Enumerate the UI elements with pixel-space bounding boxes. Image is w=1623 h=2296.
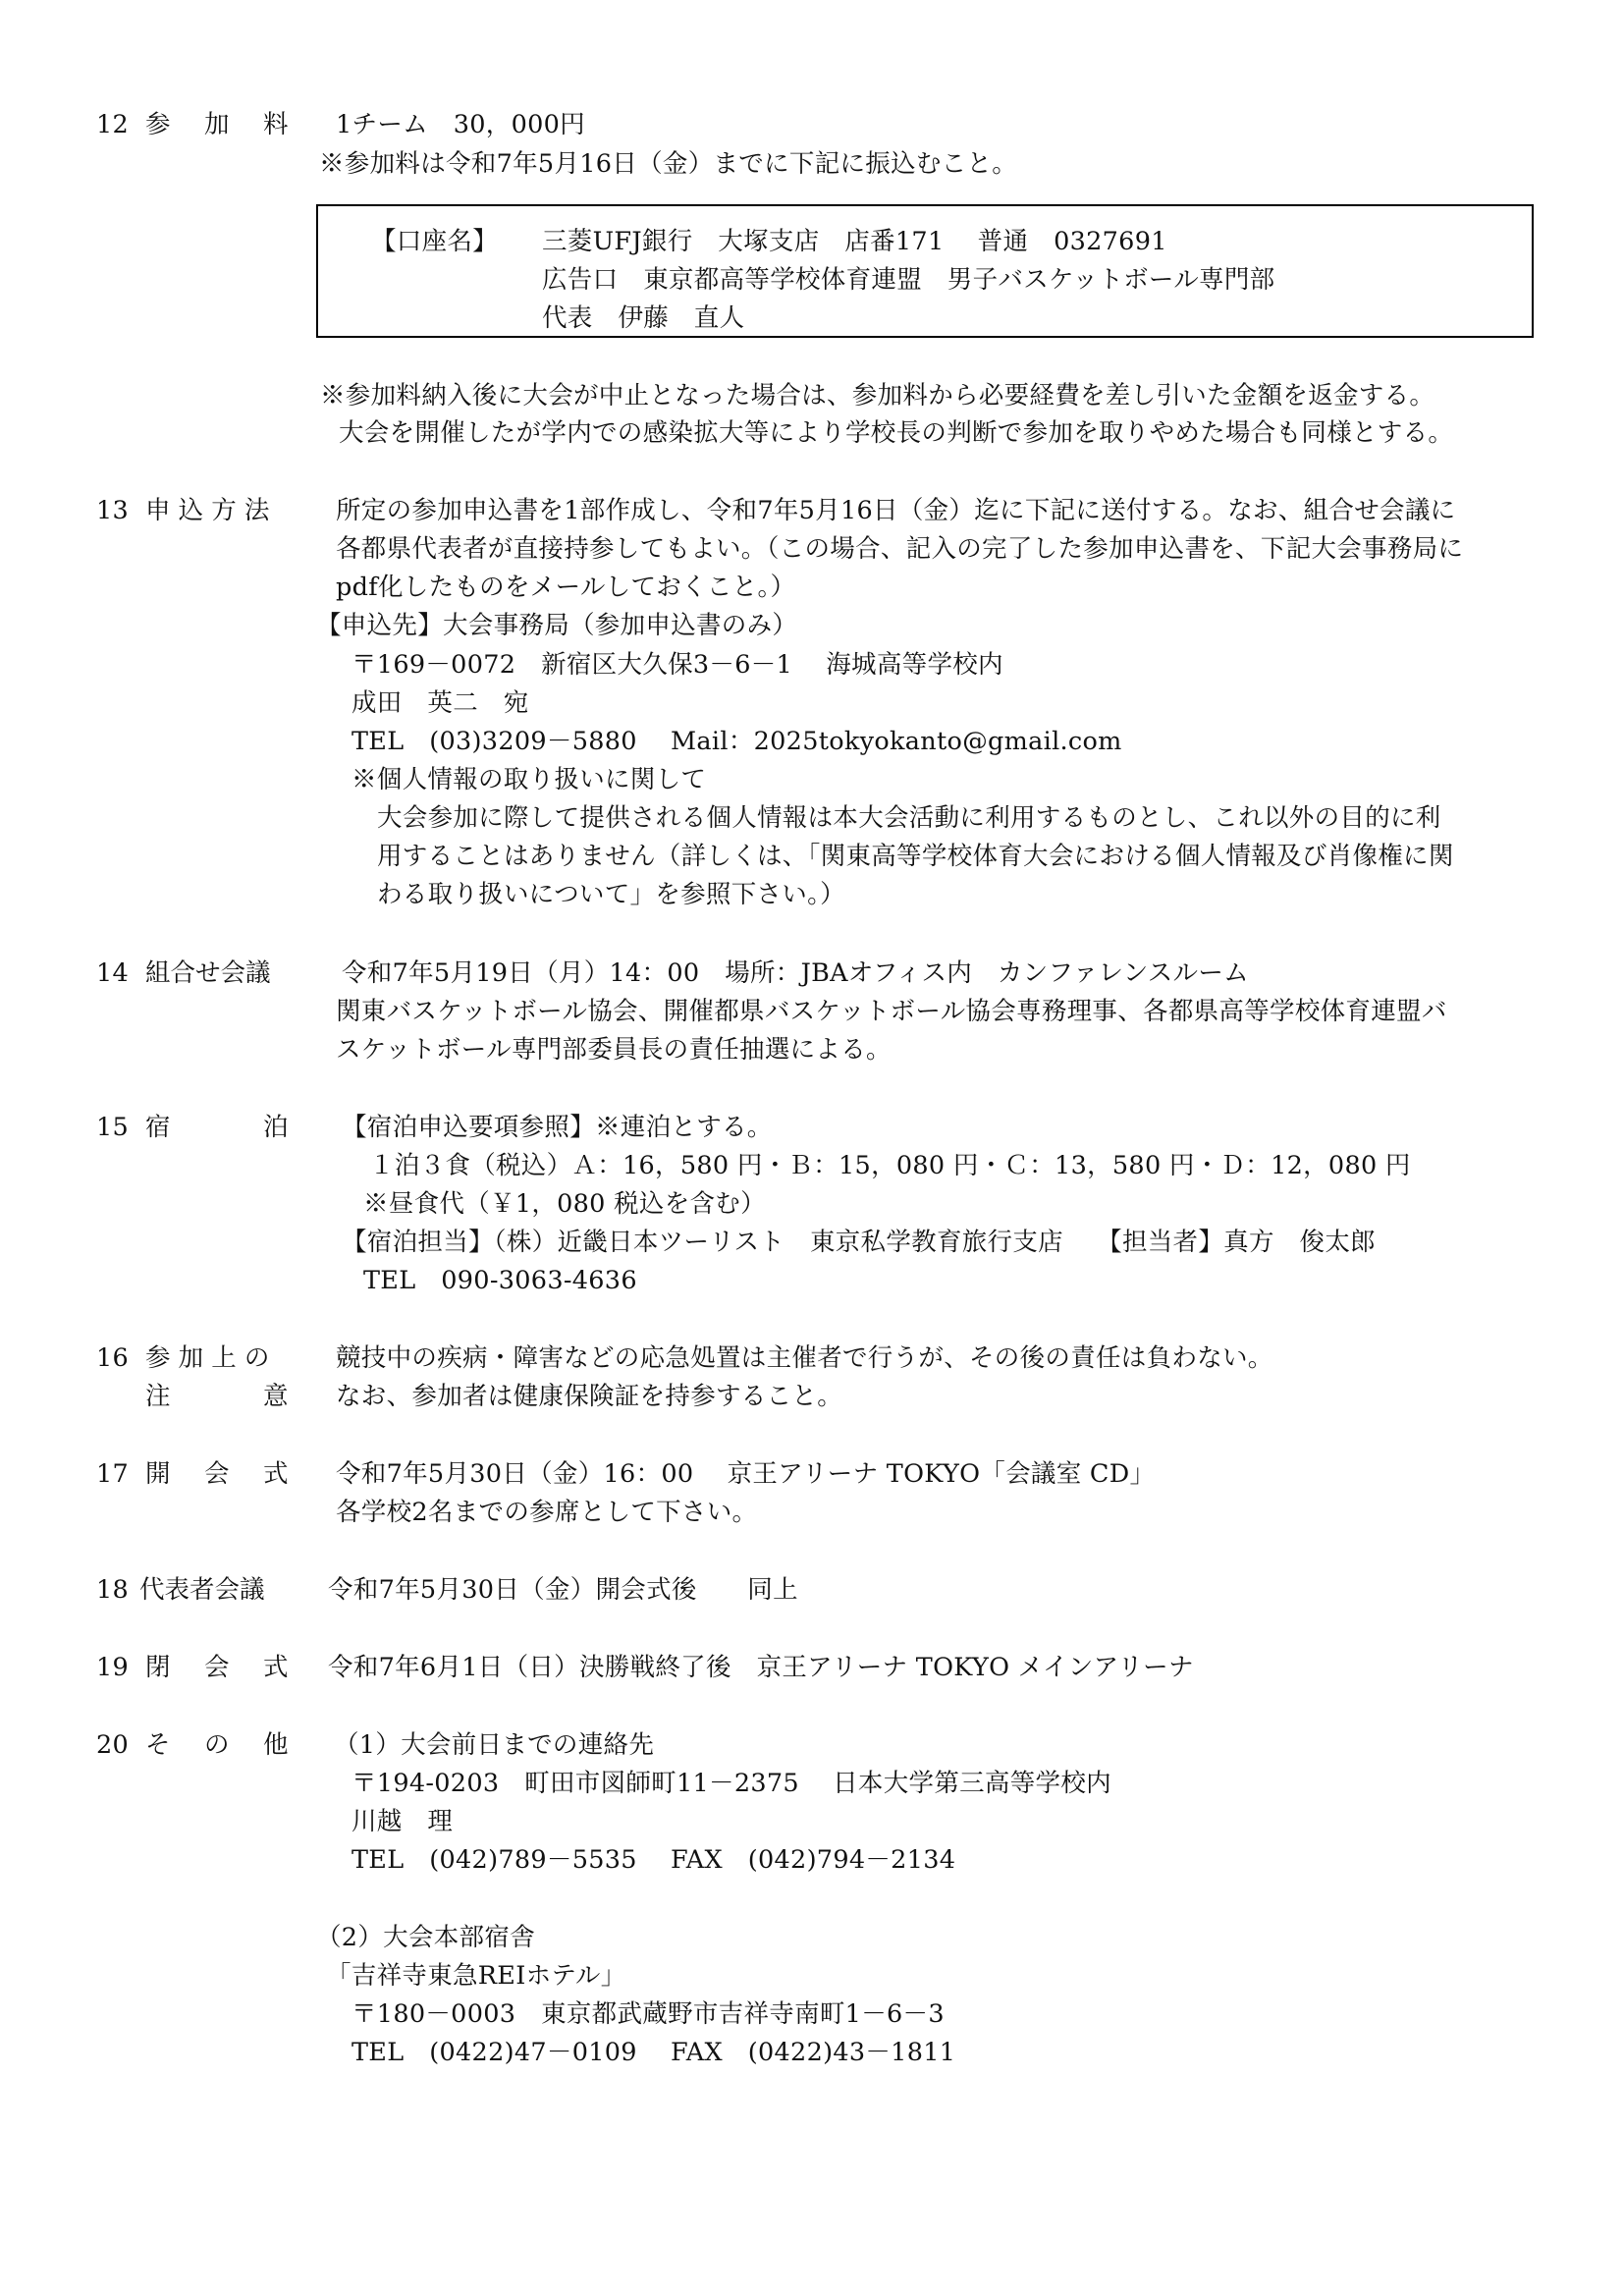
section-20-label-2: の bbox=[204, 1730, 230, 1760]
section-17-label-1: 開 bbox=[145, 1459, 171, 1489]
section-15-line-5: TEL 090-3063-4636 bbox=[363, 1266, 637, 1295]
section-17-line-1: 令和7年5月30日（金）16：00 京王アリーナ TOKYO「会議室 CD」 bbox=[336, 1459, 1156, 1489]
section-16-line-2: なお、参加者は健康保険証を持参すること。 bbox=[336, 1382, 843, 1411]
section-16-label-2a: 注 bbox=[145, 1382, 171, 1411]
section-19-label-1: 閉 bbox=[145, 1653, 171, 1682]
section-15-label-1: 宿 bbox=[145, 1113, 171, 1142]
section-13-line-1: 所定の参加申込書を1部作成し、令和7年5月16日（金）迄に下記に送付する。なお、組合せ会議に bbox=[336, 496, 1456, 525]
section-19-line: 令和7年6月1日（日）決勝戦終了後 京王アリーナ TOKYO メインアリーナ bbox=[328, 1653, 1194, 1682]
contact-address: 〒194-0203 町田市図師町11－2375 日本大学第三高等学校内 bbox=[352, 1769, 1111, 1798]
section-13-destination: 【申込先】大会事務局（参加申込書のみ） bbox=[316, 611, 798, 640]
refund-line-1: ※参加料納入後に大会が中止となった場合は、参加料から必要経費を差し引いた金額を返金する。 bbox=[320, 381, 1435, 410]
contact-title: （1）大会前日までの連絡先 bbox=[334, 1730, 655, 1760]
privacy-line-1: 大会参加に際して提供される個人情報は本大会活動に利用するものとし、これ以外の目的に利 bbox=[377, 803, 1441, 833]
section-19-label-3: 式 bbox=[263, 1653, 289, 1682]
section-18-line: 令和7年5月30日（金）開会式後 同上 bbox=[328, 1575, 798, 1605]
section-20-label-3: 他 bbox=[263, 1730, 289, 1760]
section-17-number: 17 bbox=[96, 1459, 130, 1489]
section-12-label-2: 加 bbox=[204, 110, 230, 139]
hotel-name: 「吉祥寺東急REIホテル」 bbox=[326, 1961, 626, 1991]
section-17-label-2: 会 bbox=[204, 1459, 230, 1489]
section-13-tel: TEL (03)3209－5880 Mail：2025tokyokanto@gmail.com bbox=[352, 727, 1122, 756]
hotel-tel: TEL (0422)47－0109 FAX (0422)43－1811 bbox=[352, 2038, 956, 2067]
section-19-number: 19 bbox=[96, 1653, 130, 1682]
section-13-line-3: pdf化したものをメールしておくこと。） bbox=[336, 573, 796, 602]
account-line-1: 三菱UFJ銀行 大塚支店 店番171 普通 0327691 bbox=[542, 227, 1167, 256]
section-14-line-2: 関東バスケットボール協会、開催都県バスケットボール協会専務理事、各都県高等学校体育連盟バ bbox=[336, 997, 1447, 1026]
privacy-line-3: わる取り扱いについて」を参照下さい。） bbox=[377, 880, 845, 909]
section-20-number: 20 bbox=[96, 1730, 130, 1760]
section-14-label: 組合せ会議 bbox=[145, 958, 271, 988]
section-15-label-2: 泊 bbox=[263, 1113, 289, 1142]
section-15-line-3: ※昼食代（￥1，080 税込を含む） bbox=[363, 1189, 766, 1219]
section-18-label: 代表者会議 bbox=[139, 1575, 265, 1605]
contact-tel: TEL (042)789－5535 FAX (042)794－2134 bbox=[352, 1845, 956, 1875]
contact-person: 川越 理 bbox=[352, 1807, 454, 1836]
section-16-number: 16 bbox=[96, 1343, 130, 1373]
section-14-line-1: 令和7年5月19日（月）14：00 場所：JBAオフィス内 カンファレンスルーム bbox=[342, 958, 1249, 988]
account-line-2: 広告口 東京都高等学校体育連盟 男子バスケットボール専門部 bbox=[542, 265, 1275, 295]
section-16-line-1: 競技中の疾病・障害などの応急処置は主催者で行うが、その後の責任は負わない。 bbox=[336, 1343, 1273, 1373]
hotel-address: 〒180－0003 東京都武蔵野市吉祥寺南町1－6－3 bbox=[352, 1999, 945, 2029]
section-16-label-2b: 意 bbox=[263, 1382, 289, 1411]
section-12-fee: 1チーム 30，000円 bbox=[336, 110, 585, 139]
section-15-line-2: １泊３食（税込）Ａ：16，580 円・Ｂ：15，080 円・Ｃ：13，580 円・Ｄ：12，080 円 bbox=[369, 1151, 1411, 1180]
account-label: 【口座名】 bbox=[371, 227, 499, 256]
section-12-note: ※参加料は令和7年5月16日（金）までに下記に振込むこと。 bbox=[319, 149, 1018, 179]
section-17-line-2: 各学校2名までの参席として下さい。 bbox=[336, 1498, 758, 1527]
section-14-line-3: スケットボール専門部委員長の責任抽選による。 bbox=[336, 1035, 892, 1065]
section-13-number: 13 bbox=[96, 496, 130, 525]
section-17-label-3: 式 bbox=[263, 1459, 289, 1489]
section-13-line-2: 各都県代表者が直接持参してもよい。（この場合、記入の完了した参加申込書を、下記大会事務局に bbox=[336, 534, 1464, 564]
hotel-title: （2）大会本部宿舎 bbox=[316, 1923, 535, 1952]
section-15-line-1: 【宿泊申込要項参照】※連泊とする。 bbox=[342, 1113, 773, 1142]
section-12-label-3: 料 bbox=[263, 110, 289, 139]
section-12-label-1: 参 bbox=[145, 110, 171, 139]
section-13-person: 成田 英二 宛 bbox=[352, 688, 529, 718]
section-19-label-2: 会 bbox=[204, 1653, 230, 1682]
section-14-number: 14 bbox=[96, 958, 130, 988]
section-13-address: 〒169－0072 新宿区大久保3－6－1 海城高等学校内 bbox=[352, 650, 1003, 680]
section-15-number: 15 bbox=[96, 1113, 130, 1142]
privacy-title: ※個人情報の取り扱いに関して bbox=[352, 765, 707, 794]
section-20-label-1: そ bbox=[145, 1730, 171, 1760]
section-12-number: 12 bbox=[96, 110, 130, 139]
section-18-number: 18 bbox=[96, 1575, 130, 1605]
privacy-line-2: 用することはありません（詳しくは、「関東高等学校体育大会における個人情報及び肖像権に関 bbox=[377, 842, 1454, 871]
section-16-label-1: 参 加 上 の bbox=[145, 1343, 270, 1373]
section-15-line-4: 【宿泊担当】（株）近畿日本ツーリスト 東京私学教育旅行支店 【担当者】真方 俊太郎 bbox=[342, 1228, 1376, 1257]
section-13-label: 申 込 方 法 bbox=[145, 496, 270, 525]
account-line-3: 代表 伊藤 直人 bbox=[542, 303, 745, 333]
refund-line-2: 大会を開催したが学内での感染拡大等により学校長の判断で参加を取りやめた場合も同様とする。 bbox=[339, 418, 1454, 448]
